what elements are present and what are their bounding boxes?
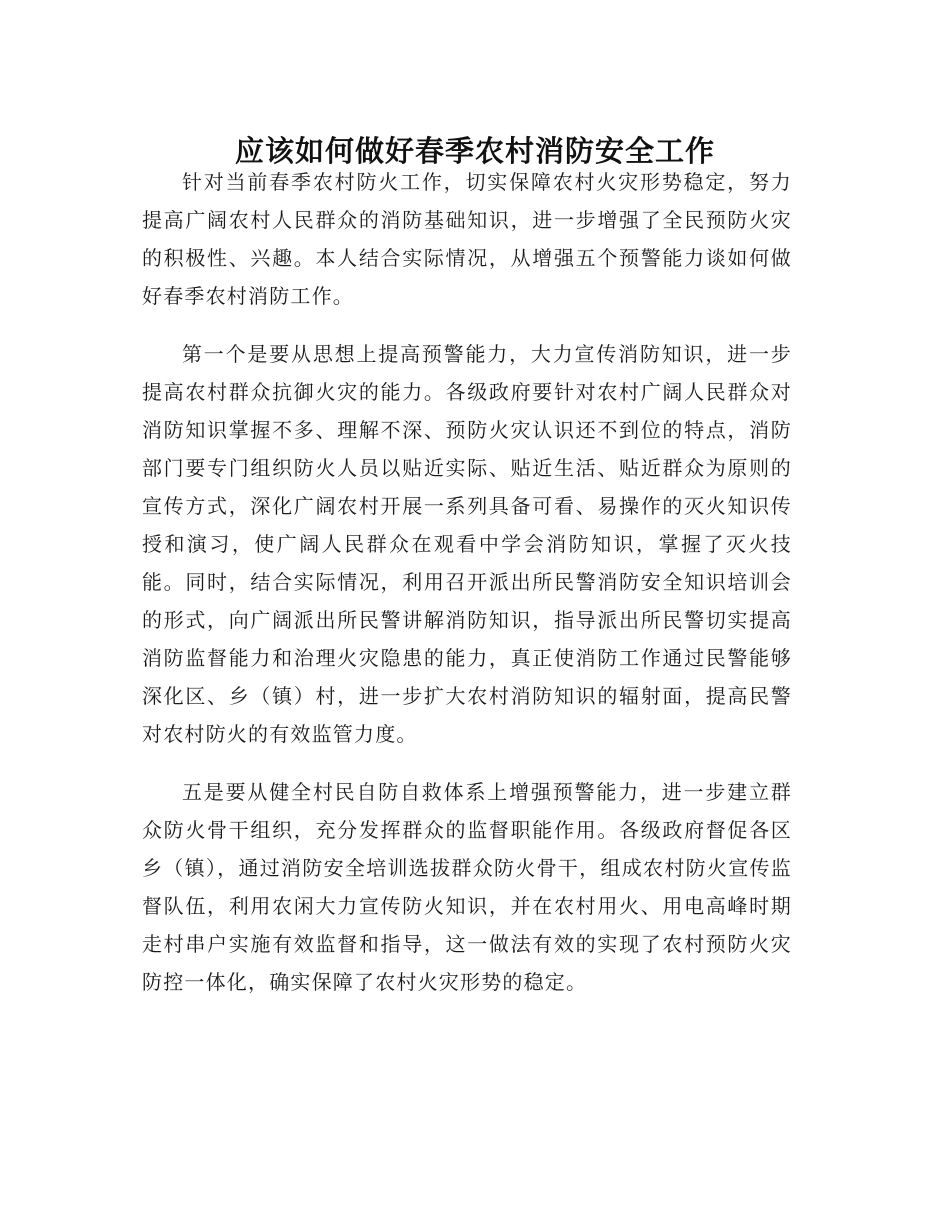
paragraph-3: 五是要从健全村民自防自救体系上增强预警能力，进一步建立群众防火骨干组织，充分发挥群众的监督职能作用。各级政府督促各区乡（镇），通过消防安全培训选拔群众防火骨干，组成农村防火宣传监督队伍，利用农闲大力宣传防火知识，并在农村用火、用电高峰时期走村串户实施有效监督和指导，这一做法有效的实现了农村预防火灾防控一体化，确实保障了农村火灾形势的稳定。 <box>142 780 792 994</box>
paragraph-2: 第一个是要从思想上提高预警能力，大力宣传消防知识，进一步提高农村群众抗御火灾的能力。各级政府要针对农村广阔人民群众对消防知识掌握不多、理解不深、预防火灾认识还不到位的特点，消防部门要专门组织防火人员以贴近实际、贴近生活、贴近群众为原则的宣传方式，深化广阔农村开展一系列具备可看、易操作的灭火知识传授和演习，使广阔人民群众在观看中学会消防知识，掌握了灭火技能。同时，结合实际情况，利用召开派出所民警消防安全知识培训会的形式，向广阔派出所民警讲解消防知识，指导派出所民警切实提高消防监督能力和治理火灾隐患的能力，真正使消防工作通过民警能够深化区、乡（镇）村，进一步扩大农村消防知识的辐射面，提高民警对农村防火的有效监管力度。 <box>142 342 792 746</box>
document-body <box>142 163 792 1021</box>
document-title: 应该如何做好春季农村消防安全工作 <box>234 134 715 169</box>
paragraph-1: 针对当前春季农村防火工作，切实保障农村火灾形势稳定，努力提高广阔农村人民群众的消防基础知识，进一步增强了全民预防火灾的积极性、兴趣。本人结合实际情况，从增强五个预警能力谈如何做好春季农村消防工作。 <box>142 170 792 308</box>
